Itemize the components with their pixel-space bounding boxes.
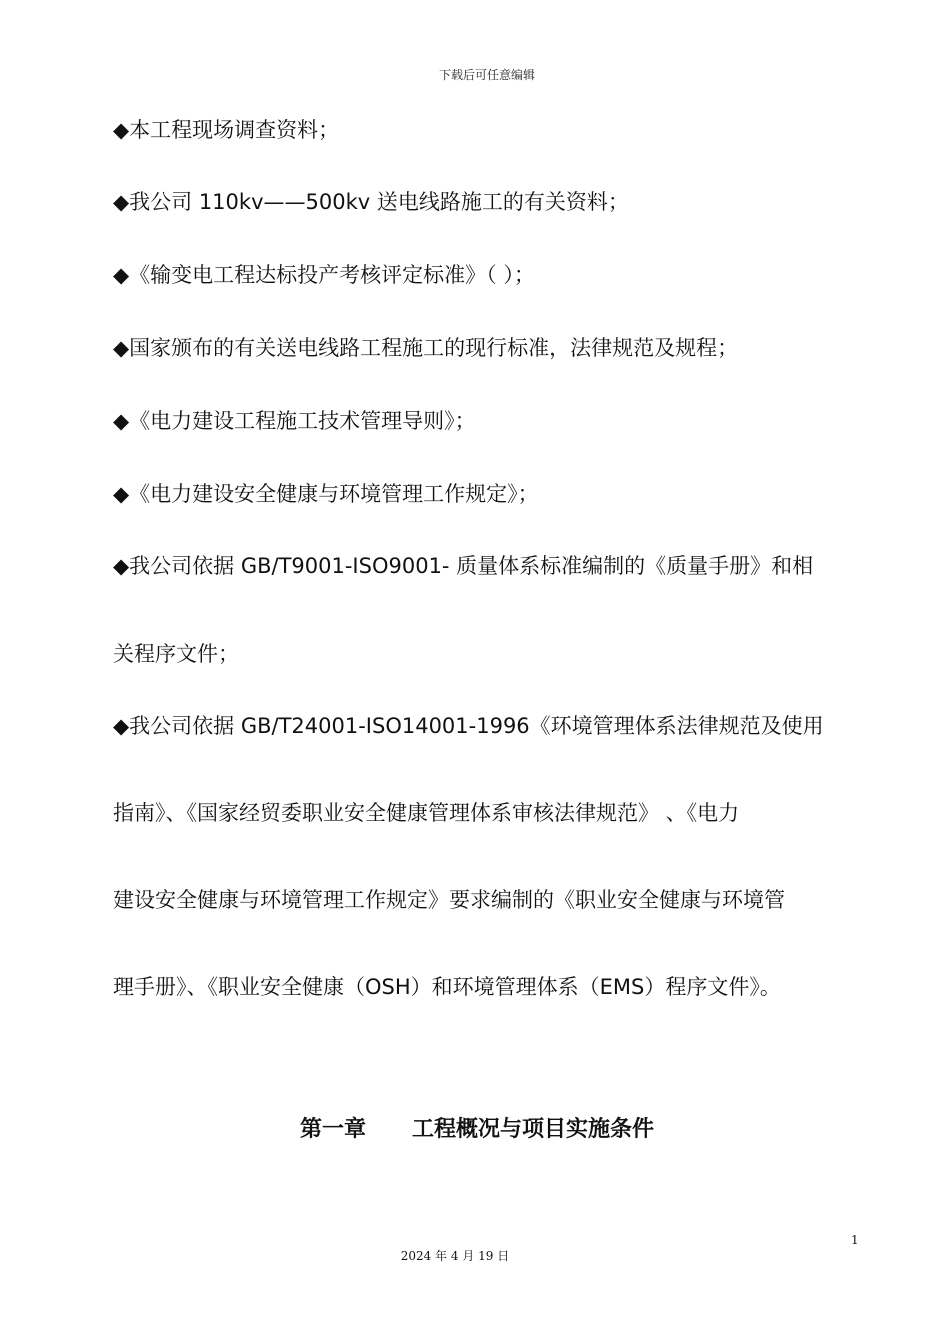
reference-item: ◆我公司 110kv——500kv 送电线路施工的有关资料； <box>113 190 629 214</box>
reference-item: ◆我公司依据 GB/T9001-ISO9001- 质量体系标准编制的《质量手册》和相 <box>113 554 814 578</box>
page-header: 下载后可任意编辑 <box>438 68 535 82</box>
page-footer-date: 2024 年 4 月 19 日 <box>400 1249 510 1263</box>
reference-item-continuation: 指南》、《国家经贸委职业安全健康管理体系审核法律规范》 、《电力 <box>113 801 740 825</box>
reference-item: ◆《输变电工程达标投产考核评定标准》（ ）； <box>113 263 535 287</box>
page-number: 1 <box>851 1233 859 1247</box>
reference-item: ◆《电力建设安全健康与环境管理工作规定》； <box>113 482 539 506</box>
reference-item: ◆我公司依据 GB/T24001-ISO14001-1996《环境管理体系法律规范及使用 <box>113 714 824 738</box>
reference-item-continuation: 理手册》、《职业安全健康（OSH）和环境管理体系（EMS）程序文件》。 <box>113 975 781 999</box>
reference-item-continuation: 关程序文件； <box>113 642 239 666</box>
chapter-title: 第一章 工程概况与项目实施条件 <box>300 1117 654 1142</box>
reference-item: ◆本工程现场调查资料； <box>113 118 340 142</box>
reference-item-continuation: 建设安全健康与环境管理工作规定》要求编制的《职业安全健康与环境管 <box>113 888 785 912</box>
reference-item: ◆《电力建设工程施工技术管理导则》； <box>113 409 476 433</box>
reference-item: ◆国家颁布的有关送电线路工程施工的现行标准，法律规范及规程； <box>113 336 739 360</box>
